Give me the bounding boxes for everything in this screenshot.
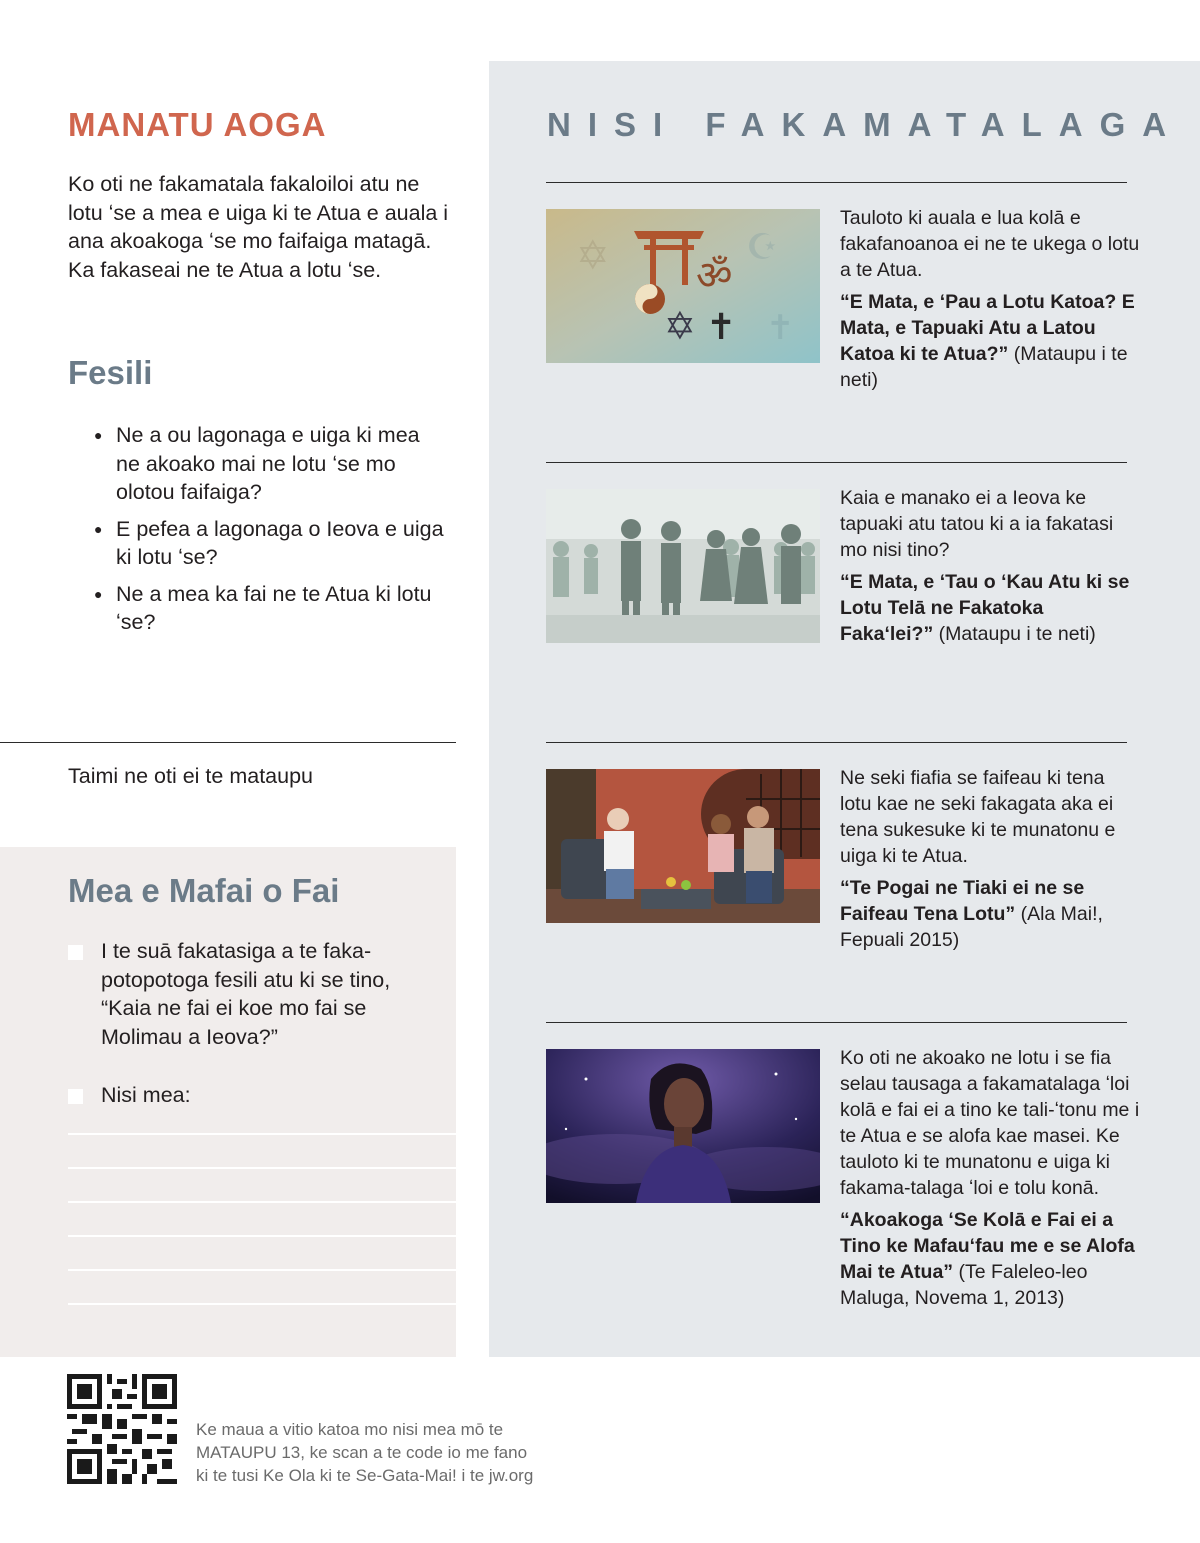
svg-text:✡: ✡ bbox=[576, 233, 610, 279]
todo-list bbox=[68, 937, 438, 1110]
divider bbox=[0, 742, 456, 743]
resource-link[interactable] bbox=[840, 289, 1140, 393]
completion-time-label: Taimi ne oti ei te mataupu bbox=[68, 764, 313, 788]
todo-heading: Mea e Mafai o Fai bbox=[68, 872, 340, 909]
divider bbox=[546, 462, 1127, 463]
intro-paragraph: Ko oti ne fakamatala fakaloiloi atu ne lotu ʻse a mea e uiga ki te Atua e auala i ana akoakoga ʻse mo faifaiga matagā. Ka fakaseai ne te Atua a lotu ʻse. bbox=[68, 172, 449, 282]
resource-source: (Ala Mai!, Fepuali 2015) bbox=[840, 903, 1103, 951]
resource-link[interactable] bbox=[840, 1207, 1140, 1311]
writing-line[interactable] bbox=[68, 1133, 456, 1135]
woman-night-sky-image[interactable] bbox=[546, 1049, 820, 1203]
svg-text:☪: ☪ bbox=[746, 227, 779, 268]
footer-note bbox=[196, 1418, 616, 1487]
question-item: ● E pefea a lagonaga o Ieova e uiga ki lotu ʻse? bbox=[68, 515, 448, 572]
resource-description: Tauloto ki auala e lua kolā e fakafanoanoa ei ne te ukega o lotu a te Atua. bbox=[840, 207, 1140, 281]
resource-item bbox=[840, 485, 1140, 647]
footer-line: ki te tusi Ke Ola ki te Se-Gata-Mai! i te jw.org bbox=[196, 1466, 534, 1485]
resource-link[interactable] bbox=[840, 875, 1140, 953]
todo-item-label: Nisi mea: bbox=[101, 1083, 191, 1107]
resource-source: (Te Faleleo-leo Maluga, Novema 1, 2013) bbox=[840, 1261, 1088, 1309]
resources-title: NISI FAKAMATALAGA bbox=[547, 106, 1184, 143]
people-gathering-image[interactable] bbox=[546, 489, 820, 643]
resource-link[interactable] bbox=[840, 569, 1140, 647]
checkbox[interactable] bbox=[68, 945, 83, 960]
questions-heading: Fesili bbox=[68, 354, 153, 391]
divider bbox=[546, 182, 1127, 183]
resource-link-title[interactable]: “E Mata, e ʻTau o ʻKau Atu ki se Lotu Telā ne Fakatoka Fakaʻlei?” bbox=[840, 571, 1130, 645]
footer-line: Ke maua a vitio katoa mo nisi mea mō te bbox=[196, 1420, 504, 1439]
svg-text:✝: ✝ bbox=[766, 308, 795, 348]
conversation-patio-image[interactable] bbox=[546, 769, 820, 923]
question-item: ● Ne a ou lagonaga e uiga ki mea ne akoako mai ne lotu ʻse mo olotou faifaiga? bbox=[68, 421, 448, 507]
section-title: MANATU AOGA bbox=[68, 106, 327, 143]
religious-symbols-image[interactable] bbox=[546, 209, 820, 363]
resource-link-title[interactable]: “Te Pogai ne Tiaki ei ne se Faifeau Tena Lotu” bbox=[840, 877, 1085, 925]
writing-line[interactable] bbox=[68, 1269, 456, 1271]
resource-source: (Mataupu i te neti) bbox=[933, 623, 1096, 645]
writing-line[interactable] bbox=[68, 1235, 456, 1237]
qr-code-icon[interactable] bbox=[67, 1374, 177, 1484]
svg-text:ॐ: ॐ bbox=[696, 253, 733, 299]
svg-text:✝: ✝ bbox=[706, 307, 737, 348]
writing-line[interactable] bbox=[68, 1303, 456, 1305]
resource-link-title[interactable]: “Akoakoga ʻSe Kolā e Fai ei a Tino ke Mafauʻfau me e se Alofa Mai te Atua” bbox=[840, 1209, 1135, 1283]
resource-link-title[interactable]: “E Mata, e ʻPau a Lotu Katoa? E Mata, e Tapuaki Atu a Latou Katoa ki te Atua?” bbox=[840, 291, 1135, 365]
writing-line[interactable] bbox=[68, 1201, 456, 1203]
resource-description: Ko oti ne akoako ne lotu i se fia selau tausaga a fakamatalaga ʻloi kolā e fai ei a tino ke tali-ʻtonu me i te Atua e se alofa kae masei. Ke tauloto ki te munatonu e uiga ki fakama-talaga ʻloi e tolu konā. bbox=[840, 1047, 1140, 1199]
resource-item bbox=[840, 205, 1140, 393]
todo-item-label: I te suā fakatasiga a te faka-potopotoga fesili atu ki se tino, “Kaia ne fai ei koe mo fai se Molimau a Ieova?” bbox=[101, 939, 391, 1049]
resource-source: (Mataupu i te neti) bbox=[840, 343, 1128, 391]
todo-item bbox=[68, 937, 438, 1051]
questions-list bbox=[68, 421, 448, 645]
todo-item bbox=[68, 1081, 438, 1110]
checkbox[interactable] bbox=[68, 1089, 83, 1104]
svg-text:✡: ✡ bbox=[664, 304, 696, 348]
resource-description: Ne seki fiafia se faifeau ki tena lotu kae ne seki fakagata aka ei tena sukesuke ki te munatonu e uiga ki te Atua. bbox=[840, 767, 1116, 867]
writing-line[interactable] bbox=[68, 1167, 456, 1169]
divider bbox=[546, 742, 1127, 743]
resource-description: Kaia e manako ei a Ieova ke tapuaki atu tatou ki a ia fakatasi mo nisi tino? bbox=[840, 487, 1114, 561]
resource-item bbox=[840, 765, 1140, 953]
footer-line: MATAUPU 13, ke scan a te code io me fano bbox=[196, 1443, 528, 1462]
resource-item bbox=[840, 1045, 1140, 1311]
divider bbox=[546, 1022, 1127, 1023]
question-item: ● Ne a mea ka fai ne te Atua ki lotu ʻse? bbox=[68, 580, 448, 637]
